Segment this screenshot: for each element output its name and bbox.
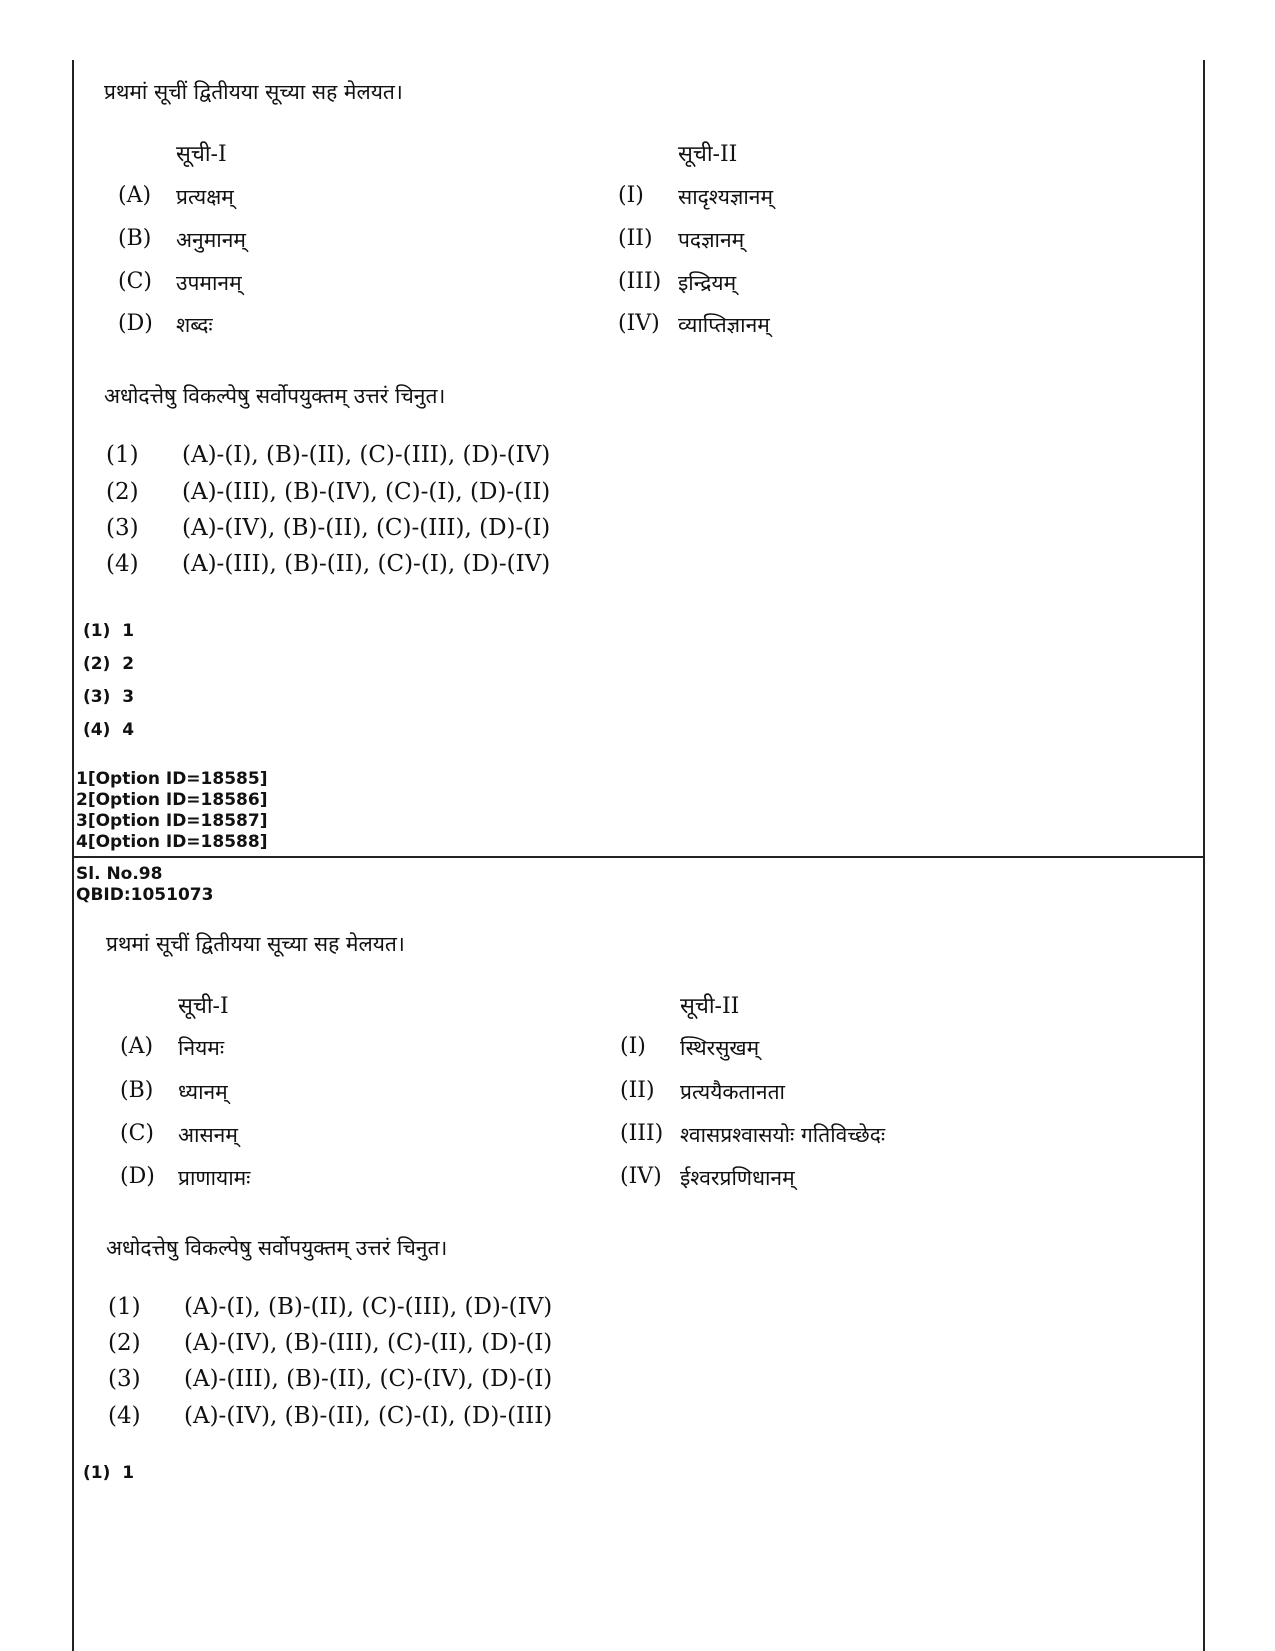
list1-item: आसनम् xyxy=(178,1123,238,1147)
choice-number: (3) xyxy=(106,515,139,541)
choice-number: (2) xyxy=(106,479,139,505)
list1-label: (D) xyxy=(118,311,153,336)
choice-text: (A)-(IV), (B)-(III), (C)-(II), (D)-(I) xyxy=(184,1330,553,1356)
answer-option[interactable]: (3) 3 xyxy=(83,687,135,707)
list1-title: सूची-I xyxy=(178,994,229,1019)
question-instruction: प्रथमां सूचीं द्वितीयया सूच्या सह मेलयत। xyxy=(104,80,403,104)
choice-number: (2) xyxy=(108,1330,141,1356)
list1-item: प्रत्यक्षम् xyxy=(176,185,234,209)
list2-title: सूची-II xyxy=(680,994,740,1019)
list1-label: (B) xyxy=(120,1078,154,1103)
list1-label: (B) xyxy=(118,226,152,251)
list1-item: शब्दः xyxy=(176,313,213,337)
list1-label: (C) xyxy=(118,269,152,294)
option-id: 4[Option ID=18588] xyxy=(76,832,268,852)
choice-text: (A)-(IV), (B)-(II), (C)-(III), (D)-(I) xyxy=(182,515,551,541)
question-divider xyxy=(72,856,1205,858)
option-id: 2[Option ID=18586] xyxy=(76,790,268,810)
serial-number: Sl. No.98 xyxy=(76,864,163,884)
choice-text: (A)-(III), (B)-(IV), (C)-(I), (D)-(II) xyxy=(182,479,551,505)
list2-item: प्रत्ययैकतानता xyxy=(680,1080,785,1104)
list2-label: (I) xyxy=(618,183,644,208)
choice-number: (4) xyxy=(106,551,139,577)
choice-number: (3) xyxy=(108,1366,141,1392)
list1-label: (A) xyxy=(120,1034,154,1059)
choose-instruction: अधोदत्तेषु विकल्पेषु सर्वोपयुक्तम् उत्तरं चिनुत। xyxy=(106,1236,448,1260)
option-id: 3[Option ID=18587] xyxy=(76,811,268,831)
choice-number: (1) xyxy=(108,1294,141,1320)
list1-item: अनुमानम् xyxy=(176,228,246,252)
choice-number: (1) xyxy=(106,442,139,468)
list1-label: (A) xyxy=(118,183,152,208)
list2-label: (IV) xyxy=(620,1164,662,1189)
choice-text: (A)-(III), (B)-(II), (C)-(IV), (D)-(I) xyxy=(184,1366,553,1392)
question-id: QBID:1051073 xyxy=(76,885,214,905)
option-id: 1[Option ID=18585] xyxy=(76,769,268,789)
list2-item: श्वासप्रश्वासयोः गतिविच्छेदः xyxy=(680,1123,886,1147)
question-instruction: प्रथमां सूचीं द्वितीयया सूच्या सह मेलयत। xyxy=(106,932,405,956)
choose-instruction: अधोदत्तेषु विकल्पेषु सर्वोपयुक्तम् उत्तरं चिनुत। xyxy=(104,384,446,408)
list2-item: पदज्ञानम् xyxy=(678,228,745,252)
list2-label: (II) xyxy=(618,226,653,251)
list2-item: सादृश्यज्ञानम् xyxy=(678,185,774,209)
list2-item: इन्द्रियम् xyxy=(678,271,737,295)
choice-text: (A)-(III), (B)-(II), (C)-(I), (D)-(IV) xyxy=(182,551,551,577)
choice-text: (A)-(I), (B)-(II), (C)-(III), (D)-(IV) xyxy=(184,1294,553,1320)
list2-label: (I) xyxy=(620,1034,646,1059)
list1-title: सूची-I xyxy=(176,142,227,167)
list1-label: (D) xyxy=(120,1164,155,1189)
list2-label: (IV) xyxy=(618,311,660,336)
list1-item: ध्यानम् xyxy=(178,1080,228,1104)
answer-option[interactable]: (4) 4 xyxy=(83,720,135,740)
list1-item: प्राणायामः xyxy=(178,1166,251,1190)
list2-label: (III) xyxy=(618,269,662,294)
list2-item: स्थिरसुखम् xyxy=(680,1036,760,1060)
list2-item: व्याप्तिज्ञानम् xyxy=(678,313,770,337)
choice-text: (A)-(IV), (B)-(II), (C)-(I), (D)-(III) xyxy=(184,1403,553,1429)
list2-title: सूची-II xyxy=(678,142,738,167)
list2-label: (II) xyxy=(620,1078,655,1103)
list1-item: उपमानम् xyxy=(176,271,242,295)
list1-item: नियमः xyxy=(178,1036,225,1060)
answer-option[interactable]: (2) 2 xyxy=(83,654,135,674)
answer-option[interactable]: (1) 1 xyxy=(83,621,135,641)
list2-item: ईश्वरप्रणिधानम् xyxy=(680,1166,795,1190)
answer-option[interactable]: (1) 1 xyxy=(83,1463,135,1483)
choice-text: (A)-(I), (B)-(II), (C)-(III), (D)-(IV) xyxy=(182,442,551,468)
choice-number: (4) xyxy=(108,1403,141,1429)
list1-label: (C) xyxy=(120,1121,154,1146)
list2-label: (III) xyxy=(620,1121,664,1146)
